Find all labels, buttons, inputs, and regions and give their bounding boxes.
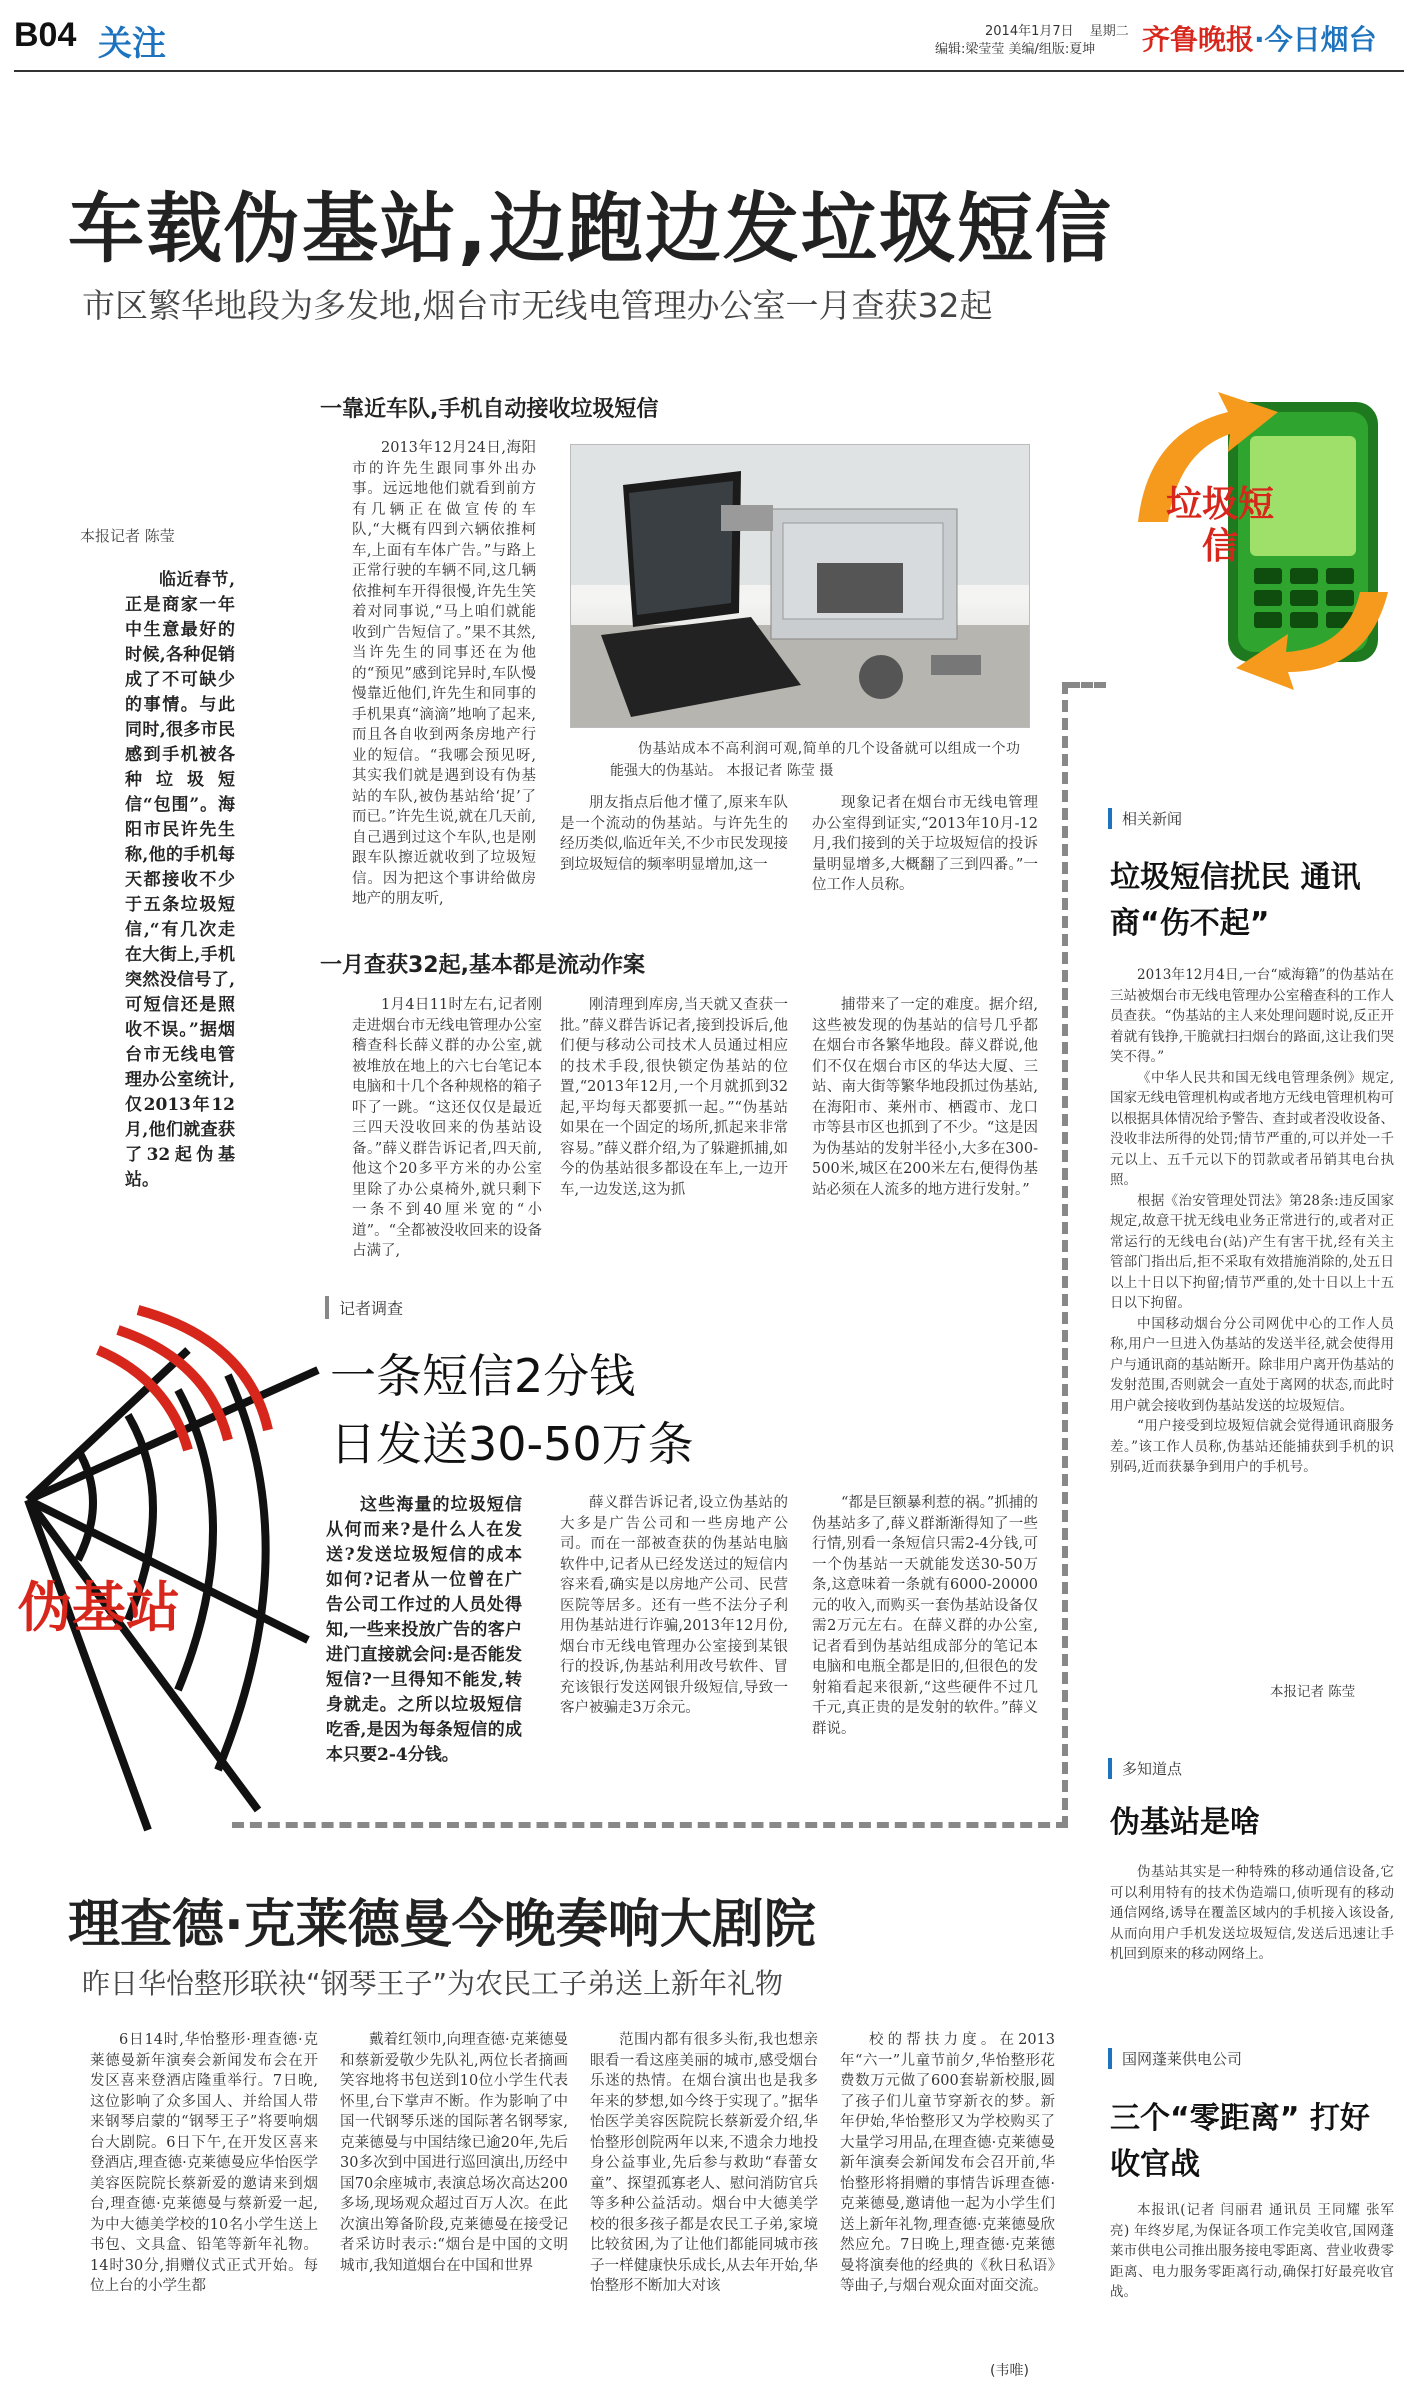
section1-title: 一靠近车队,手机自动接收垃圾短信 (320, 397, 659, 422)
concert-col2-text: 戴着红领巾,向理查德·克莱德曼和蔡新爱敬少先队礼,两位长者摘画笑容地将书包送到10位小学生代表怀里,台下掌声不断。作为影响了中国一代钢琴乐迷的国际著名钢琴家,克莱德曼与中国结缘已逾20年,先后30多次到中国进行巡回演出,历经中国70余座城市,表演总场次高达200多场,现场观众超过百万人次。在此次演出筹备阶段,克莱德曼在接受记者采访时表示:“烟台是中国的文明城市,我知道烟台在中国和世界 (340, 2032, 568, 2274)
knowledge-title: 伪基站是啥 (1110, 1805, 1260, 1840)
section1-col3 (812, 793, 1038, 903)
power-tag: 国网蓬莱供电公司 (1108, 2048, 1242, 2069)
section2-col1-text: 1月4日11时左右,记者刚走进烟台市无线电管理办公室稽查科长薛义群的办公室,就被堆放在地上的六七台笔记本电脑和十几个各种规格的箱子吓了一跳。“这还仅仅是最近三四天没收回来的伪基站设备。”薛义群告诉记者,四天前,他这个20多平方米的办公室里除了办公桌椅外,就只剩下一条不到40厘米宽的“小道”。“全都被没收回来的设备占满了, (352, 997, 542, 1259)
news-photo (570, 444, 1030, 728)
survey-lead-text: 这些海量的垃圾短信从何而来?是什么人在发送?发送垃圾短信的成本如何?记者从一位曾在广告公司工作过的人员处得知,一些来投放广告的客户进门直接就会问:是否能发短信?一旦得知不能发,转身就走。之所以垃圾短信吃香,是因为每条短信的成本只要2-4分钱。 (326, 1495, 522, 1765)
byline: 本报记者 陈莹 (80, 527, 175, 545)
survey-tag: 记者调查 (325, 1296, 403, 1319)
section2-col2-text: 刚清理到库房,当天就又查获一批。”薛义群告诉记者,接到投诉后,他们便与移动公司技术人员通过相应的技术手段,很快锁定伪基站的位置,“2013年12月,一个月就抓到32起,平均每天都要抓一起。”“伪基站如果在一个固定的场所,抓起来非常容易。”薛义群介绍,为了躲避抓捕,如今的伪基站很多都设在车上,一边开车,一边发送,这为抓 (560, 997, 788, 1198)
header-rule (14, 70, 1404, 72)
dashed-frame-bottom (232, 1822, 1068, 1828)
survey-col1-text: 薛义群告诉记者,设立伪基站的大多是广告公司和一些房地产公司。而在一部被查获的伪基站电脑软件中,记者从已经发送过的短信内容来看,确实是以房地产公司、民营医院等居多。还有一些不法分子利用伪基站进行诈骗,2013年12月份,烟台市无线电管理办公室接到某银行的投诉,伪基站利用改号软件、冒充该银行发送网银升级短信,导致一客户被骗走3万余元。 (560, 1495, 788, 1716)
paper-name (1142, 18, 1377, 58)
section1-col2 (560, 793, 788, 903)
section2-col3-text: 捕带来了一定的难度。据介绍,这些被发现的伪基站的信号几乎都在烟台市各繁华地段。薛义群说,他们不仅在烟台市区的华达大厦、三站、南大街等繁华地段抓过伪基站,在海阳市、莱州市、栖霞市、龙口市等县市区也抓到了不少。“这是因为伪基站的发射半径小,大多在300-500米,城区在200米左右,便得伪基站必须在人流多的地方进行发射。” (812, 997, 1038, 1198)
page-number: B04 (14, 16, 77, 54)
concert-col4 (840, 2030, 1055, 2360)
related-para-5: “用户接受到垃圾短信就会觉得通讯商服务差。”该工作人员称,伪基站还能捕获到手机的识别码,近而获暴争到用户的手机号。 (1110, 1418, 1394, 1475)
concert-col3-text: 范围内都有很多头衔,我也想亲眼看一看这座美丽的城市,感受烟台乐迷的热情。在烟台演出也是我多年来的梦想,如今终于实现了。”据华怡医学美容医院院长蔡新爱介绍,华怡整形创院两年以来,不遗余力地投身公益事业,先后参与救助“春蕾女童”、探望孤寡老人、慰问消防官兵等多种公益活动。烟台中大德美学校的很多孩子都是农民工子弟,家境比较贫困,为了让他们都能同城市孩子一样健康快乐成长,从去年开始,华怡整形不断加大对该 (590, 2032, 818, 2294)
editors-line: 编辑:梁莹莹 美编/组版:夏坤 (935, 42, 1096, 57)
main-subtitle: 市区繁华地段为多发地,烟台市无线电管理办公室一月查获32起 (82, 286, 993, 325)
section1-col1-text: 2013年12月24日,海阳市的许先生跟同事外出办事。远远地他们就看到前方有几辆正在做宣传的车队,“大概有四到六辆依推柯车,上面有车体广告。”与路上正常行驶的车辆不同,这几辆依推柯车开得很慢,许先生笑着对同事说,“马上咱们就能收到广告短信了。”果不其然,当许先生的同事还在为他的“预见”感到诧异时,车队慢慢靠近他们,许先生和同事的手机果真“滴滴”地响了起来,而且各自收到两条房地产行业的短信。“我哪会预见呀,其实我们就是遇到设有伪基站的车队,被伪基站给‘捉’了而已。”许先生说,就在几天前,自己遇到过这个车队,也是刚跟车队擦近就收到了垃圾短信。因为把这个事讲给做房地产的朋友听, (352, 440, 536, 907)
concert-headline: 理查德·克莱德曼今晚奏响大剧院 (68, 1895, 816, 1955)
lead-paragraph (125, 568, 235, 1190)
section2-col2 (560, 995, 788, 1285)
related-para-1: 2013年12月4日,一台“威海籍”的伪基站在三站被烟台市无线电管理办公室稽查科的工作人员查获。“伪基站的主人来处理问题时说,反正开着就有钱挣,干脆就扫扫烟台的路面,这让我们哭笑不得。” (1110, 967, 1394, 1065)
section-label: 关注 (98, 24, 166, 64)
related-body (1110, 965, 1394, 1680)
concert-byline: (韦唯) (990, 2363, 1029, 2379)
power-body (1110, 2200, 1394, 2362)
section1-col3-text: 现象记者在烟台市无线电管理办公室得到证实,“2013年10月-12月,我们接到的关于垃圾短信的投诉量明显增多,大概翻了三到四番。”一位工作人员称。 (812, 795, 1038, 893)
related-para-3: 根据《治安管理处罚法》第28条:违反国家规定,故意干扰无线电业务正常进行的,或者对正常运行的无线电台(站)产生有害干扰,经有关主管部门指出后,拒不采取有效措施消除的,处五日以上十日以下拘留;情节严重的,处十日以上十五日以下拘留。 (1110, 1192, 1394, 1311)
concert-col4-text: 校的帮扶力度。在2013年“六一”儿童节前夕,华怡整形花费数万元做了600套崭新校服,圆了孩子们儿童节穿新衣的梦。新年伊始,华怡整形又为学校购买了大量学习用品,在理查德·克莱德曼新年演奏会新闻发布会召开前,华怡整形将捐赠的事情告诉理查德·克莱德曼,邀请他一起为小学生们送上新年礼物,理查德·克莱德曼欣然应允。7日晚上,理查德·克莱德曼将演奏他的经典的《秋日私语》等曲子,与烟台观众面对面交流。 (840, 2032, 1055, 2294)
fake-station-badge: 伪基站 (18, 1576, 180, 1639)
survey-col1 (560, 1493, 788, 1788)
concert-subtitle: 昨日华怡整形联袂“钢琴王子”为农民工子弟送上新年礼物 (82, 1967, 784, 2000)
survey-title-1: 一条短信2分钱 (330, 1349, 636, 1403)
power-text: 本报讯(记者 闫丽君 通讯员 王同耀 张军亮) 年终岁尾,为保证各项工作完美收官,国网蓬莱市供电公司推出服务接电零距离、营业收费零距离、电力服务零距离行动,确保打好最亮收官战。 (1110, 2202, 1394, 2300)
concert-col1-text: 6日14时,华怡整形·理查德·克莱德曼新年演奏会新闻发布会在开发区喜来登酒店隆重举行。7日晚,这位影响了众多国人、并给国人带来钢琴启蒙的“钢琴王子”将要响烟台大剧院。6日下午,在开发区喜来登酒店,理查德·克莱德曼应华怡医学美容医院院长蔡新爱的邀请来到烟台,理查德·克莱德曼与蔡新爱一起,为中大德美学校的10名小学生送上书包、文具盒、铅笔等新年礼物。14时30分,捐赠仪式正式开始。每位上台的小学生都 (90, 2032, 318, 2294)
date: 2014年1月7日 (985, 24, 1074, 39)
lead-text: 临近春节,正是商家一年中生意最好的时候,各种促销成了不可缺少的事情。与此同时,很多市民感到手机被各种垃圾短信“包围”。海阳市民许先生称,他的手机每天都接收不少于五条垃圾短信,“有几次走在大街上,手机突然没信号了,可短信还是照收不误。”据烟台市无线电管理办公室统计,仅2013年12月,他们就查获了32起伪基站。 (125, 570, 235, 1190)
weekday: 星期二 (1089, 24, 1129, 39)
caption-text: 伪基站成本不高利润可观,简单的几个设备就可以组成一个功能强大的伪基站。 本报记者 陈莹 摄 (610, 741, 1020, 779)
main-headline: 车载伪基站,边跑边发垃圾短信 (68, 184, 1113, 273)
spam-badge: 垃圾短信 (1165, 484, 1274, 567)
knowledge-text: 伪基站其实是一种特殊的移动通信设备,它可以利用特有的技术伪造端口,侦听现有的移动通信网络,诱导在覆盖区域内的手机接入该设备,从而向用户手机发送垃圾短信,发送后迅速让手机回到原来的移动网络上。 (1110, 1864, 1394, 1962)
dashed-frame-right (1062, 682, 1068, 1828)
survey-title-2: 日发送30-50万条 (330, 1417, 694, 1471)
paper-logo: 齐鲁晚报 (1142, 23, 1255, 56)
knowledge-tag: 多知道点 (1108, 1758, 1182, 1779)
photo-illustration (571, 445, 1029, 727)
related-tag: 相关新闻 (1108, 808, 1182, 829)
section2-col1 (352, 995, 542, 1285)
concert-col3 (590, 2030, 818, 2375)
related-para-4: 中国移动烟台分公司网优中心的工作人员称,用户一旦进入伪基站的发送半径,就会使得用户与通讯商的基站断开。除非用户离开伪基站的发射范围,否则就会一直处于离网的状态,而此时用户就会接收到伪基站发送的垃圾短信。 (1110, 1315, 1394, 1414)
dashed-frame-top (1068, 682, 1106, 688)
section2-title: 一月查获32起,基本都是流动作案 (320, 953, 645, 978)
edition-name: ·今日烟台 (1254, 23, 1377, 56)
related-para-2: 《中华人民共和国无线电管理条例》规定,国家无线电管理机构或者地方无线电管理机构可以根据具体情况给予警告、查封或者没收设备、没收非法所得的处罚;情节严重的,可以并处一千元以上、五千元以下的罚款或者吊销其电台执照。 (1110, 1069, 1394, 1188)
related-title: 垃圾短信扰民 通讯商“伤不起” (1110, 860, 1361, 941)
survey-col2 (812, 1493, 1038, 1788)
survey-col2-text: “都是巨额暴利惹的祸。”抓捕的伪基站多了,薛义群渐渐得知了一些行情,别看一条短信只需2-4分钱,可一个伪基站一天就能发送30-50万条,这意味着一条就有6000-20000元的收入,而购买一套伪基站设备仅需2万元左右。在薛义群的办公室,记者看到伪基站组成部分的笔记本电脑和电瓶全都是旧的,但很色的发射箱看起来很新,“这些硬件不过几千元,真正贵的是发射的软件。”薛义群说。 (812, 1495, 1038, 1737)
photo-caption (610, 738, 1020, 784)
concert-col1 (90, 2030, 318, 2375)
section2-col3 (812, 995, 1038, 1285)
power-title: 三个“零距离” 打好收官战 (1110, 2101, 1370, 2182)
section1-col1 (352, 438, 536, 907)
knowledge-body (1110, 1862, 1394, 2024)
survey-lead (326, 1493, 522, 1783)
section1-col2-text: 朋友指点后他才懂了,原来车队是一个流动的伪基站。与许先生的经历类似,临近年关,不少市民发现接到垃圾短信的频率明显增加,这一 (560, 795, 788, 873)
related-byline: 本报记者 陈莹 (1270, 1684, 1356, 1700)
date-line (985, 20, 1129, 39)
concert-col2 (340, 2030, 568, 2375)
